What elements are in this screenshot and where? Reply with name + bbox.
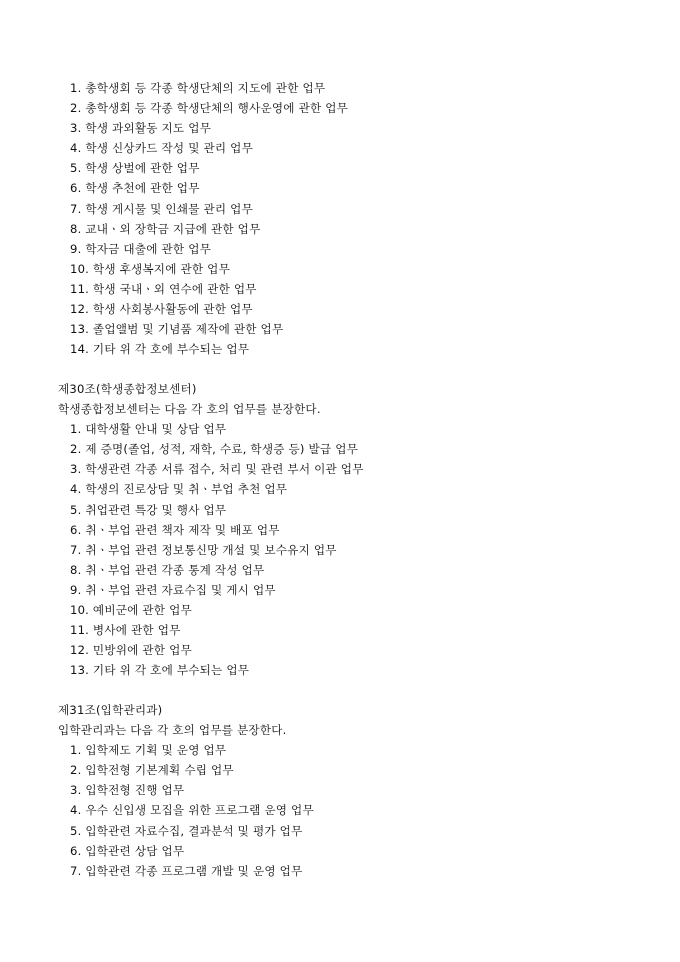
- list-item: 9. 학자금 대출에 관한 업무: [70, 241, 211, 256]
- duty-list-student-affairs: [0, 78, 680, 359]
- list-item: 4. 우수 신입생 모집을 위한 프로그램 운영 업무: [70, 803, 314, 818]
- list-item: 6. 학생 추천에 관한 업무: [70, 181, 200, 196]
- list-item: 5. 취업관련 특강 및 행사 업무: [70, 502, 227, 517]
- list-item: 11. 병사에 관한 업무: [70, 623, 181, 638]
- list-item: 2. 총학생회 등 각종 학생단체의 행사운영에 관한 업무: [70, 101, 349, 116]
- article-30-section: [0, 379, 680, 680]
- list-item: 2. 제 증명(졸업, 성적, 재학, 수료, 학생증 등) 발급 업무: [70, 442, 359, 457]
- list-item: 13. 기타 위 각 호에 부수되는 업무: [70, 663, 250, 678]
- list-item: 1. 대학생활 안내 및 상담 업무: [70, 422, 227, 437]
- list-item: 12. 학생 사회봉사활동에 관한 업무: [70, 302, 253, 317]
- list-item: 7. 학생 게시물 및 인쇄물 관리 업무: [70, 201, 253, 216]
- article-31-heading: 제31조(입학관리과): [58, 703, 163, 717]
- list-item: 1. 총학생회 등 각종 학생단체의 지도에 관한 업무: [70, 81, 326, 95]
- list-item: 7. 입학관련 각종 프로그램 개발 및 운영 업무: [70, 863, 303, 878]
- list-item: 10. 예비군에 관한 업무: [70, 603, 192, 618]
- article-30-heading: 제30조(학생종합정보센터): [58, 382, 197, 396]
- list-item: 6. 취ㆍ부업 관련 책자 제작 및 배포 업무: [70, 522, 280, 537]
- list-item: 10. 학생 후생복지에 관한 업무: [70, 261, 230, 276]
- list-item: 12. 민방위에 관한 업무: [70, 643, 192, 658]
- article-30-intro: 학생종합정보센터는 다음 각 호의 업무를 분장한다.: [58, 402, 321, 417]
- list-item: 6. 입학관련 상담 업무: [70, 843, 185, 858]
- list-item: 9. 취ㆍ부업 관련 자료수집 및 게시 업무: [70, 582, 276, 597]
- list-item: 14. 기타 위 각 호에 부수되는 업무: [70, 342, 250, 357]
- list-item: 1. 입학제도 기획 및 운영 업무: [70, 743, 227, 758]
- list-item: 11. 학생 국내ㆍ외 연수에 관한 업무: [70, 281, 257, 296]
- article-31-intro: 입학관리과는 다음 각 호의 업무를 분장한다.: [58, 723, 287, 738]
- list-item: 3. 학생 과외활동 지도 업무: [70, 121, 211, 136]
- list-item: 3. 학생관련 각종 서류 접수, 처리 및 관련 부서 이관 업무: [70, 462, 364, 477]
- list-item: 8. 취ㆍ부업 관련 각종 통계 작성 업무: [70, 562, 265, 577]
- list-item: 7. 취ㆍ부업 관련 정보통신망 개설 및 보수유지 업무: [70, 542, 337, 557]
- list-item: 4. 학생 신상카드 작성 및 관리 업무: [70, 141, 253, 156]
- list-item: 5. 입학관련 자료수집, 결과분석 및 평가 업무: [70, 823, 303, 838]
- list-item: 8. 교내ㆍ외 장학금 지급에 관한 업무: [70, 221, 261, 236]
- list-item: 4. 학생의 진로상담 및 취ㆍ부업 추천 업무: [70, 482, 288, 497]
- list-item: 3. 입학전형 진행 업무: [70, 783, 185, 798]
- article-31-section: [0, 700, 680, 881]
- list-item: 2. 입학전형 기본계획 수립 업무: [70, 763, 234, 778]
- list-item: 5. 학생 상벌에 관한 업무: [70, 161, 200, 176]
- list-item: 13. 졸업앨범 및 기념품 제작에 관한 업무: [70, 322, 284, 337]
